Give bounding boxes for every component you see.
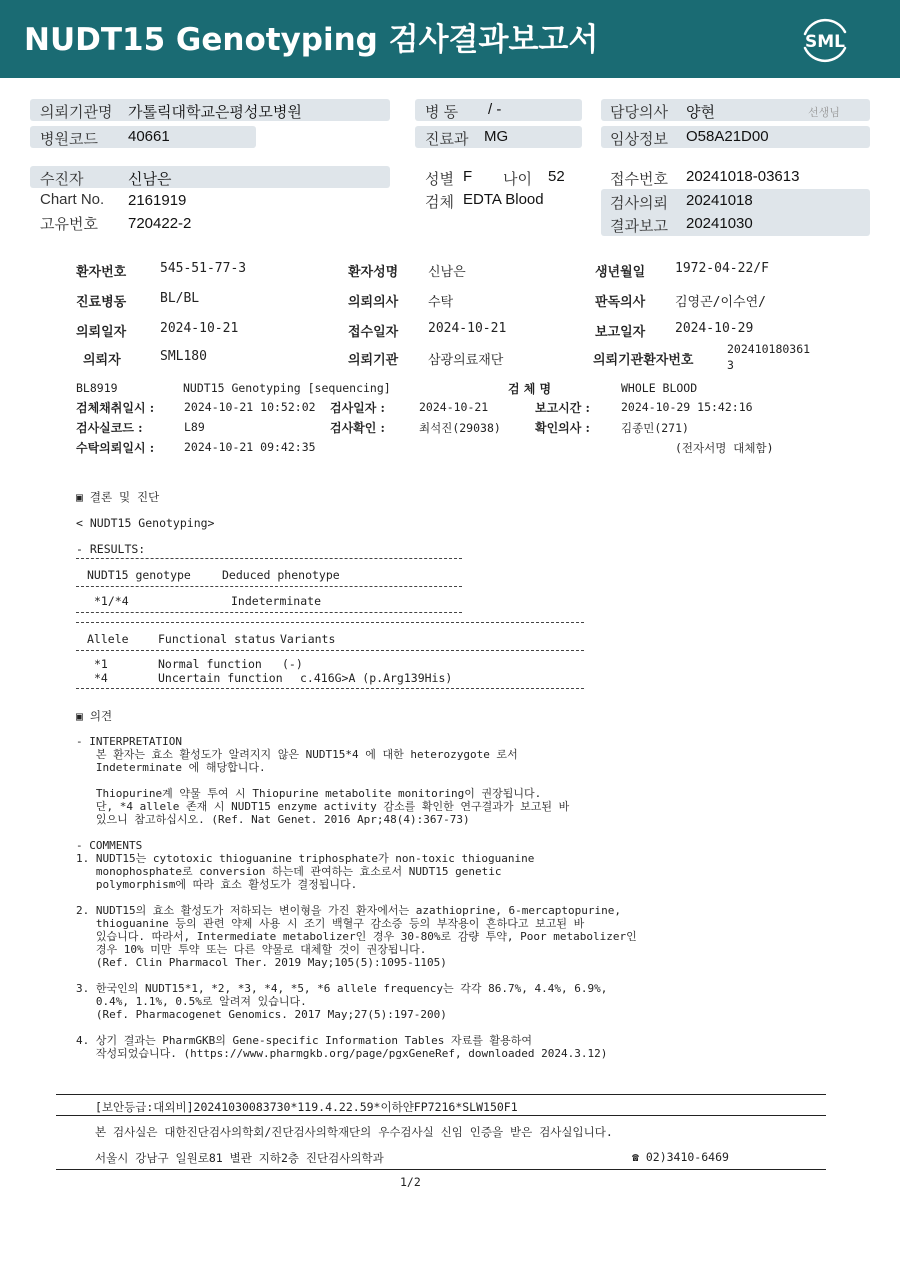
collect-value: 2024-10-21 10:52:02 <box>184 400 316 414</box>
confirm-value: 최석진(29038) <box>419 421 501 435</box>
patient-value: 신남은 <box>128 171 172 188</box>
patient-label: 수진자 <box>40 171 84 188</box>
allele-row-2-variant: c.416G>A (p.Arg139His) <box>300 671 453 685</box>
specimen-name-label: 검 체 명 <box>508 382 552 396</box>
receipt-date-value: 2024-10-21 <box>428 321 507 336</box>
report-time-value: 2024-10-29 15:42:16 <box>621 400 753 414</box>
age-value: 52 <box>548 168 565 185</box>
report-value: 20241030 <box>686 215 753 232</box>
page-number: 1/2 <box>400 1175 421 1189</box>
receipt-label: 접수번호 <box>610 171 668 188</box>
ward-value: / - <box>488 101 502 118</box>
esign-note: (전자서명 대체함) <box>675 441 774 455</box>
collect-label: 검체채취일시 : <box>76 401 155 415</box>
birth-value: 1972-04-22/F <box>675 261 769 276</box>
age-label: 나이 <box>503 171 532 188</box>
room-label: 검사실코드 : <box>76 421 143 435</box>
ward-dept-value: BL/BL <box>160 291 200 306</box>
req-doctor-label: 의뢰의사 <box>348 295 399 310</box>
confirm-doctor-label: 확인의사 : <box>535 421 590 435</box>
req-institution-label: 의뢰기관 <box>348 353 399 368</box>
chart-label: Chart No. <box>40 191 105 208</box>
req-institution-value: 삼광의료재단 <box>428 353 504 368</box>
report-date-label: 보고일자 <box>595 325 646 340</box>
test-code: BL8919 <box>76 381 118 395</box>
reading-doctor-label: 판독의사 <box>595 295 646 310</box>
ward-dept-label: 진료병동 <box>76 295 127 310</box>
genotype-value: *1/*4 <box>94 594 129 608</box>
allele-row-1-allele: *1 <box>94 657 108 671</box>
doctor-label: 담당의사 <box>610 104 668 121</box>
genotype-header: NUDT15 genotype <box>87 568 191 582</box>
consign-value: 2024-10-21 09:42:35 <box>184 440 316 454</box>
test-name: NUDT15 Genotyping [sequencing] <box>183 381 391 395</box>
specimen-label: 검체 <box>425 194 454 211</box>
room-value: L89 <box>184 420 205 434</box>
patient-number-value: 545-51-77-3 <box>160 261 247 276</box>
phenotype-value: Indeterminate <box>231 594 322 608</box>
patient-name-label: 환자성명 <box>348 265 399 280</box>
phenotype-header: Deduced phenotype <box>222 568 340 582</box>
chart-value: 2161919 <box>128 192 187 209</box>
req-date-value: 2024-10-21 <box>160 321 239 336</box>
conclusion-heading: ▣ 결론 및 진단 <box>76 490 160 504</box>
birth-label: 생년월일 <box>595 265 646 280</box>
inst-patient-no-value: 202410180361 <box>727 342 811 356</box>
svg-text:SML: SML <box>805 32 845 52</box>
dept-value: MG <box>484 128 509 145</box>
unique-value: 720422-2 <box>128 215 192 232</box>
unique-label: 고유번호 <box>40 216 98 233</box>
results-label: - RESULTS: <box>76 542 146 556</box>
allele-row-1-function: Normal function <box>158 657 262 671</box>
security-line: [보안등급:대외비]20241030083730*119.4.22.59*이하얀FP7216*SLW150F1 <box>95 1100 518 1114</box>
doctor-suffix: 선생님 <box>808 106 840 119</box>
sex-label: 성별 <box>425 171 454 188</box>
function-header: Functional status <box>158 632 276 646</box>
address-line: 서울시 강남구 일원로81 별관 지하2층 진단검사의학과 <box>95 1151 384 1165</box>
receipt-date-label: 접수일자 <box>348 325 399 340</box>
allele-row-2-allele: *4 <box>94 671 108 685</box>
conclusion-subtitle: < NUDT15 Genotyping> <box>76 516 215 530</box>
specimen-name-value: WHOLE BLOOD <box>621 381 698 395</box>
ward-label: 병 동 <box>425 104 459 121</box>
request-label: 검사의뢰 <box>610 195 668 212</box>
doctor-value: 양현 <box>686 104 715 121</box>
institution-label: 의뢰기관명 <box>40 104 113 121</box>
dept-label: 진료과 <box>425 131 469 148</box>
institution-value: 가톨릭대학교은평성모병원 <box>128 104 302 121</box>
clinical-value: O58A21D00 <box>686 128 769 145</box>
patient-name-value: 신남은 <box>428 265 466 280</box>
patient-number-label: 환자번호 <box>76 265 127 280</box>
test-date-label: 검사일자 : <box>330 401 385 415</box>
report-title: NUDT15 Genotyping 검사결과보고서 <box>24 22 599 58</box>
confirm-label: 검사확인 : <box>330 421 385 435</box>
report-date-value: 2024-10-29 <box>675 321 754 336</box>
request-value: 20241018 <box>686 192 753 209</box>
report-header <box>0 0 900 78</box>
req-date-label: 의뢰일자 <box>76 325 127 340</box>
test-date-value: 2024-10-21 <box>419 400 489 414</box>
confirm-doctor-value: 김종민(271) <box>621 421 689 435</box>
clinical-label: 임상정보 <box>610 131 668 148</box>
consign-label: 수탁의뢰일시 : <box>76 441 155 455</box>
report-time-label: 보고시간 : <box>535 401 590 415</box>
hospital-code-label: 병원코드 <box>40 131 98 148</box>
inst-patient-no-value-cont: 3 <box>727 358 734 372</box>
reading-doctor-value: 김영곤/이수연/ <box>675 295 767 310</box>
receipt-value: 20241018-03613 <box>686 168 800 185</box>
variant-header: Variants <box>280 632 336 646</box>
opinion-body: - INTERPRETATION 본 환자는 효소 활성도가 알려지지 않은 NUDT15*4 에 대한 heterozygote 로서 Indeterminate 에 해당합니다. Thiopurine계 약물 투여 시 Thiopurine metabolite monitoring이 권장됩니다. 단, *4 allele 존재 시 NUDT15 enzyme activity 감소를 확인한 연구결과가 보고된 바 있으니 참고하십시오. (Ref. Nat Genet. 2016 Apr;48(4):367-73) - COMMENTS 1. NUDT15는 cytotoxic thioguanine triphosphate가 non-toxic thioguanine monophosphate로 conversion 하는데 관여하는 효소로서 NUDT15 genetic polymorphism에 따라 효소 활성도가 결정됩니다. 2. NUDT15의 효소 활성도가 저하되는 변이형을 가진 환자에서는 azathioprine, 6-mercaptopurine, thioguanine 등의 관련 약제 사용 시 조기 백혈구 감소증 등의 부작용이 흔하다고 보고된 바 있습니다. 따라서, Intermediate metabolizer인 경우 30-80%로 감량 투약, Poor metabolizer인 경우 10% 미만 투약 또는 다른 약물로 대체할 것이 권장됩니다. (Ref. Clin Pharmacol Ther. 2019 May;105(5):1095-1105) 3. 한국인의 NUDT15*1, *2, *3, *4, *5, *6 allele frequency는 각각 86.7%, 4.4%, 6.9%, 0.4%, 1.1%, 0.5%로 알려져 있습니다. (Ref. Pharmacogenet Genomics. 2017 May;27(5):197-200) 4. 상기 결과는 PharmGKB의 Gene-specific Information Tables 자료를 활용하여 작성되었습니다. (https://www.pharmgkb.org/page/pgxGeneRef, downloaded 2024.3.12) <box>76 735 637 1060</box>
allele-row-2-function: Uncertain function <box>158 671 283 685</box>
hospital-code-value: 40661 <box>128 128 170 145</box>
phone-line: ☎ 02)3410-6469 <box>632 1150 729 1164</box>
req-doctor-value: 수탁 <box>428 295 454 310</box>
requester-value: SML180 <box>160 349 207 364</box>
certification-line: 본 검사실은 대한진단검사의학회/진단검사의학재단의 우수검사실 신임 인증을 받은 검사실입니다. <box>95 1125 613 1139</box>
sex-value: F <box>463 168 473 185</box>
allele-header: Allele <box>87 632 129 646</box>
report-label: 결과보고 <box>610 218 668 235</box>
requester-label: 의뢰자 <box>83 353 121 368</box>
inst-patient-no-label: 의뢰기관환자번호 <box>593 353 694 368</box>
sml-logo-icon <box>797 14 853 64</box>
opinion-heading: ▣ 의견 <box>76 709 113 723</box>
allele-row-1-variant: (-) <box>282 657 303 671</box>
specimen-value: EDTA Blood <box>463 191 544 208</box>
